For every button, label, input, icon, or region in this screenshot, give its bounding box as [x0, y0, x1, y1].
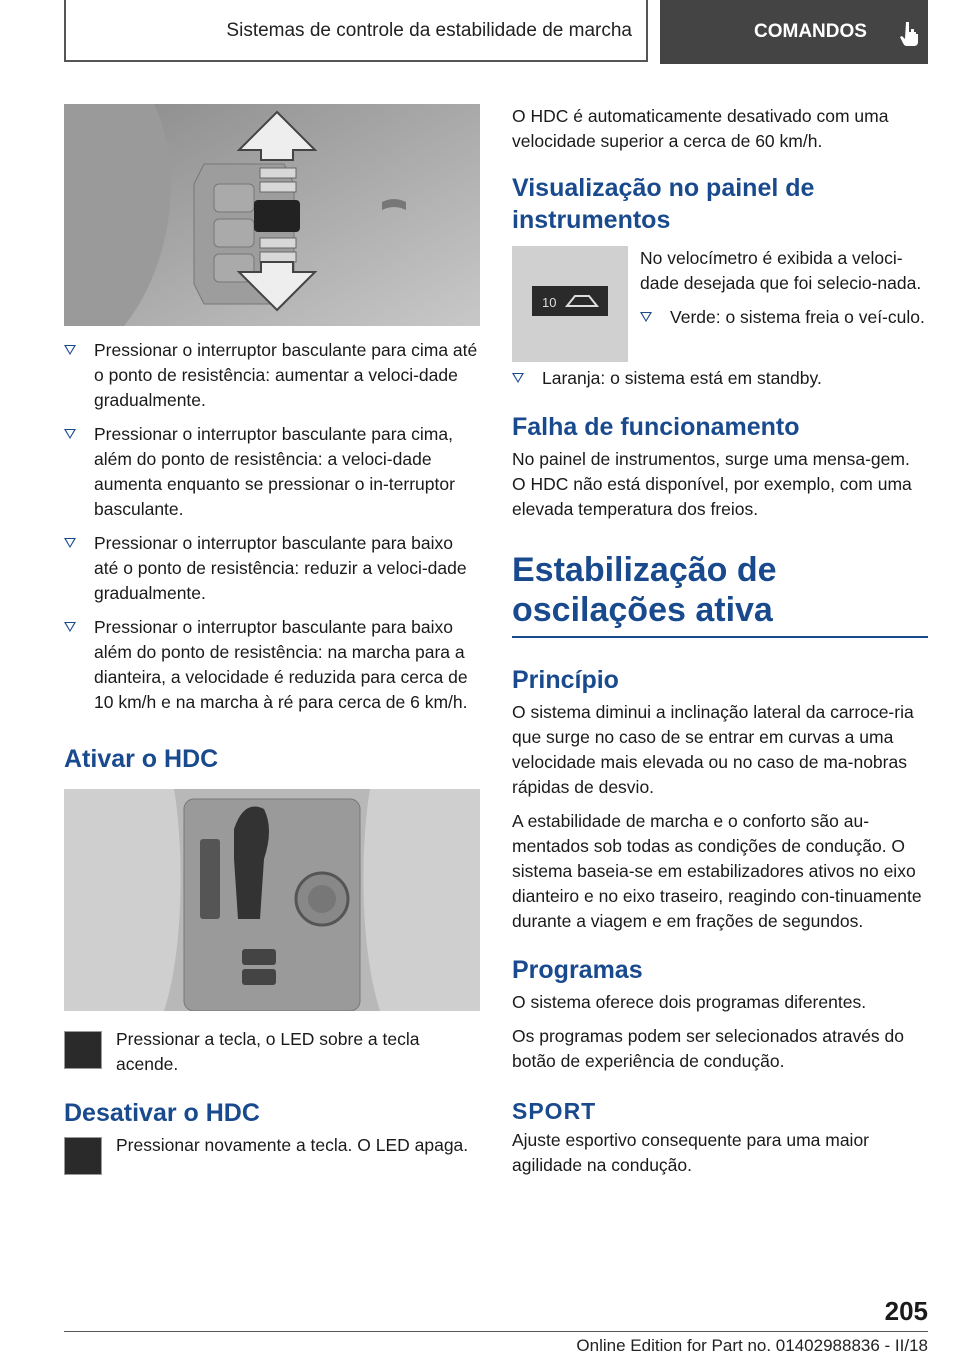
programs-paragraph: Os programas podem ser selecionados através do botão de experiência de condução. — [512, 1026, 905, 1071]
instrument-display-image — [512, 246, 628, 362]
principle-paragraph: O sistema diminui a inclinação lateral da carroce‐ria que surge no caso de se entrar em curvas a uma velocidade mais elevada ou no caso de ma‐nobras rápidas de desvio. — [512, 702, 914, 797]
hand-pointer-icon — [900, 20, 920, 46]
programs-heading: Programas — [512, 956, 643, 984]
list-item: Pressionar o interruptor basculante para cima até o ponto de resistência: aumentar a veloci‐dade gradualmente. — [64, 338, 480, 413]
list-item: Pressionar o interruptor basculante para cima, além do ponto de resistência: a veloci‐dade aumenta enquanto se pressionar o in‐terruptor basculante. — [64, 422, 480, 522]
hdc-button-icon — [64, 1137, 102, 1175]
hdc-button-icon — [64, 1031, 102, 1069]
bullet-triangle-icon — [640, 312, 652, 322]
bullet-triangle-icon — [64, 538, 76, 548]
list-item: Pressionar o interruptor basculante para baixo além do ponto de resistência: na marcha para a dianteira, a velocidade é reduzida para cerca de 10 km/h e na marcha à ré para cerca de 6 km/h. — [64, 615, 480, 715]
right-column — [512, 104, 928, 1187]
chapter-label: COMANDOS — [754, 21, 867, 42]
page-number: 205 — [884, 1296, 928, 1326]
section-divider — [512, 636, 928, 638]
page-header — [64, 0, 928, 64]
deactivate-hdc-heading: Desativar o HDC — [64, 1099, 260, 1127]
activate-hdc-heading: Ativar o HDC — [64, 745, 219, 773]
list-item: Pressionar o interruptor basculante para baixo até o ponto de resistência: reduzir a veloci‐dade gradualmente. — [64, 531, 480, 606]
sport-text: Ajuste esportivo consequente para uma maior agilidade na condução. — [512, 1130, 870, 1175]
display-speed: 10 — [542, 295, 557, 310]
activate-instruction: Pressionar a tecla, o LED sobre a tecla acende. — [64, 1027, 480, 1077]
bullet-triangle-icon — [512, 373, 524, 383]
stabilization-heading: Estabilização de oscilações ativa — [512, 551, 777, 629]
bullet-triangle-icon — [64, 345, 76, 355]
hdc-auto-deactivation-text: O HDC é automaticamente desativado com uma velocidade superior a cerca de 60 km/h. — [512, 106, 889, 151]
footer-divider — [64, 1331, 928, 1332]
steering-wheel-switch-image — [64, 104, 480, 326]
center-console-image — [64, 789, 480, 1011]
list-item: Laranja: o sistema está em standby. — [512, 366, 928, 391]
edition-note: Online Edition for Part no. 01402988836 - II/18 — [576, 1336, 928, 1355]
display-heading: Visualização no painel de instrumentos — [512, 174, 815, 234]
principle-paragraph: A estabilidade de marcha e o conforto são au‐mentados sob todas as condições de condução. O sistema baseia-se em estabilizadores ativos no eixo dianteiro e no eixo traseiro, reagindo con‐tinuamente durante a viagem e em frações de segundos. — [512, 811, 922, 931]
deactivate-instruction: Pressionar novamente a tecla. O LED apaga. — [64, 1133, 480, 1173]
display-description: No velocímetro é exibida a veloci‐dade desejada que foi selecio‐nada. Verde: o sistema freia o veí‐culo. — [512, 246, 928, 330]
fault-text: No painel de instrumentos, surge uma mensa‐gem. O HDC não está disponível, por exemplo, com uma elevada temperatura dos freios. — [512, 449, 912, 519]
switch-instructions-list — [64, 338, 480, 715]
fault-heading: Falha de funcionamento — [512, 413, 800, 441]
display-section — [512, 246, 928, 366]
bullet-triangle-icon — [64, 429, 76, 439]
left-column — [64, 104, 480, 1173]
chapter-tab — [660, 0, 928, 64]
bullet-triangle-icon — [64, 622, 76, 632]
sport-heading: SPORT — [512, 1098, 597, 1124]
section-title: Sistemas de controle da estabilidade de marcha — [64, 0, 648, 62]
principle-heading: Princípio — [512, 666, 619, 694]
programs-paragraph: O sistema oferece dois programas diferentes. — [512, 992, 867, 1012]
list-item: Verde: o sistema freia o veí‐culo. — [640, 305, 928, 330]
